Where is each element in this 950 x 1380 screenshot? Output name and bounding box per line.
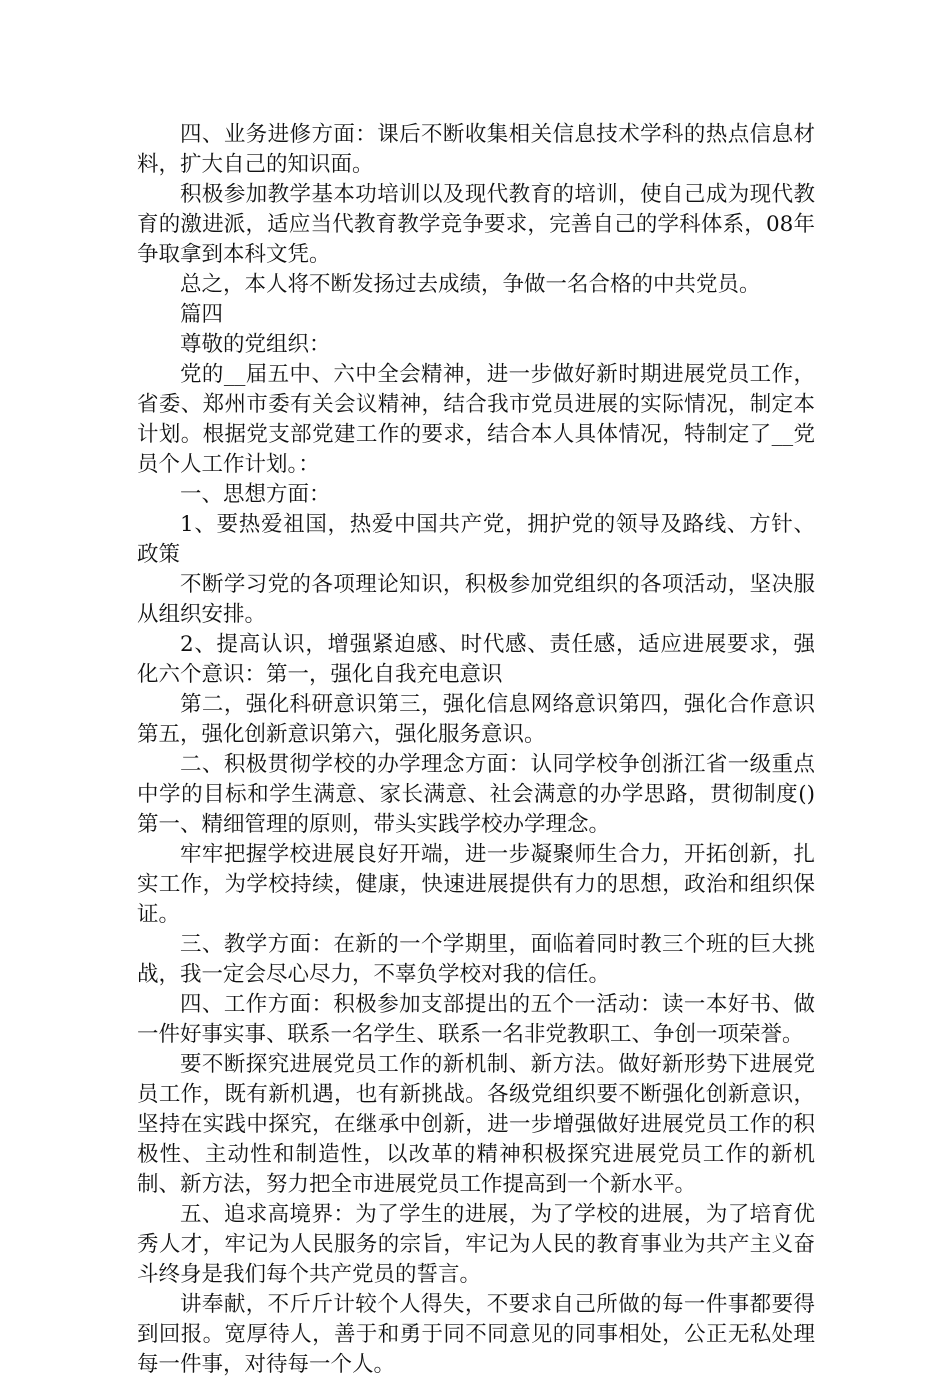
paragraph-intro: 党的__届五中、六中全会精神，进一步做好新时期进展党员工作，省委、郑州市委有关会议精神，结合我市党员进展的实际情况，制定本计划。根据党支部党建工作的要求，结合本人具体情况，特制定了__党员个人工作计划。：	[137, 362, 815, 477]
paragraph-item-1: 1、要热爱祖国，热爱中国共产党，拥护党的领导及路线、方针、政策	[137, 512, 815, 567]
salutation: 尊敬的党组织：	[180, 332, 331, 357]
section-heading: 篇四	[180, 302, 224, 327]
paragraph-item-2: 2、提高认识，增强紧迫感、时代感、责任感，适应进展要求，强化六个意识：第一，强化自我充电意识	[137, 632, 815, 687]
paragraph-work: 四、工作方面：积极参加支部提出的五个一活动：读一本好书、做一件好事实事、联系一名学生、联系一名非党教职工、争创一项荣誉。	[137, 992, 815, 1047]
document-body	[137, 120, 815, 1380]
paragraph-conclusion: 总之，本人将不断发扬过去成绩，争做一名合格的中共党员。	[180, 272, 761, 297]
heading-thought: 一、思想方面：	[180, 482, 331, 507]
paragraph-new-mechanism: 要不断探究进展党员工作的新机制、新方法。做好新形势下进展党员工作，既有新机遇，也有新挑战。各级党组织要不断强化创新意识，坚持在实践中探究，在继承中创新，进一步增强做好进展党员工作的积极性、主动性和制造性，以改革的精神积极探究进展党员工作的新机制、新方法，努力把全市进展党员工作提高到一个新水平。	[137, 1052, 815, 1197]
paragraph-training: 积极参加教学基本功培训以及现代教育的培训，使自己成为现代教育的激进派，适应当代教育教学竞争要求，完善自己的学科体系，08年争取拿到本科文凭。	[137, 182, 815, 267]
paragraph-grasp: 牢牢把握学校进展良好开端，进一步凝聚师生合力，开拓创新，扎实工作，为学校持续，健康，快速进展提供有力的思想，政治和组织保证。	[137, 842, 815, 927]
paragraph-teaching: 三、教学方面：在新的一个学期里，面临着同时教三个班的巨大挑战，我一定会尽心尽力，不辜负学校对我的信任。	[137, 932, 815, 987]
paragraph-theory: 不断学习党的各项理论知识，积极参加党组织的各项活动，坚决服从组织安排。	[137, 572, 815, 627]
paragraph-awareness: 第二，强化科研意识第三，强化信息网络意识第四，强化合作意识第五，强化创新意识第六，强化服务意识。	[137, 692, 815, 747]
paragraph-school-philosophy: 二、积极贯彻学校的办学理念方面：认同学校争创浙江省一级重点中学的目标和学生满意、家长满意、社会满意的办学思路，贯彻制度()第一、精细管理的原则，带头实践学校办学理念。	[137, 752, 815, 837]
paragraph-high-realm: 五、追求高境界：为了学生的进展，为了学校的进展，为了培育优秀人才，牢记为人民服务的宗旨，牢记为人民的教育事业为共产主义奋斗终身是我们每个共产党员的誓言。	[137, 1202, 815, 1287]
paragraph-dedication: 讲奉献，不斤斤计较个人得失，不要求自己所做的每一件事都要得到回报。宽厚待人，善于和勇于同不同意见的同事相处，公正无私处理每一件事，对待每一个人。	[137, 1292, 815, 1377]
paragraph-study: 四、业务进修方面：课后不断收集相关信息技术学科的热点信息材料，扩大自己的知识面。	[137, 122, 815, 177]
